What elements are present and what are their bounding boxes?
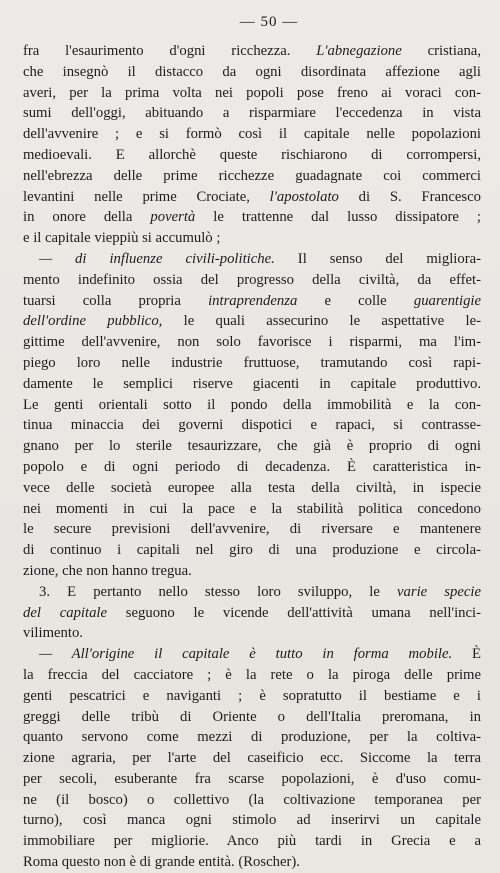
text-span: nei momenti in cui la pace e la stabilità politica concedono [23, 500, 481, 517]
text-line [23, 41, 481, 62]
text-line [23, 790, 481, 811]
text-line [23, 540, 481, 561]
text-span: mento indefinito ossia del progresso della civiltà, da effet- [23, 271, 481, 288]
text-span: fra l'esaurimento d'ogni ricchezza. [23, 43, 317, 59]
text-span: gittime dell'avvenire, non solo favorisce i risparmi, ma l'im- [23, 334, 481, 351]
text-line [23, 727, 481, 748]
text-line [23, 166, 481, 187]
text-line [23, 831, 481, 852]
text-line [23, 415, 481, 436]
text-line [23, 332, 481, 353]
text-span: genti pescatrici e naviganti ; è sopratutto il bestiame e i [23, 687, 481, 704]
text-line [23, 270, 481, 291]
text-line [23, 748, 481, 769]
text-span: cristiana, [401, 43, 481, 59]
text-span: Il senso del migliora- [274, 250, 481, 267]
text-span: di continuo i capitali nel giro di una produzione e circola- [23, 542, 481, 559]
italic-phrase: guarentigie [413, 292, 481, 309]
text-span: ne (il bosco) o collettivo (la coltivazione temporanea per [23, 791, 481, 808]
italic-phrase: — di influenze civili-politiche. [39, 250, 275, 267]
text-span: damente le semplici riserve giacenti in capitale produttivo. [23, 375, 481, 392]
text-span: tinua minaccia dei governi dispotici e rapaci, si contrasse- [23, 417, 481, 434]
text-span: turno), così manca ogni stimolo ad inserirvi un capitale [23, 812, 481, 829]
italic-phrase: intraprendenza [208, 292, 298, 309]
text-body [23, 41, 481, 873]
text-span: quanto servono come mezzi di produzione, per la coltiva- [23, 729, 481, 746]
text-line [23, 124, 481, 145]
text-line [23, 249, 481, 270]
text-span: per secoli, esuberante fra scarse popolazioni, è d'uso comu- [23, 770, 481, 787]
text-line [23, 207, 481, 228]
text-line [23, 436, 481, 457]
text-line [23, 707, 481, 728]
text-span: le quali assecurino le aspettative le- [162, 313, 481, 330]
text-line [23, 810, 481, 831]
text-span: zione, che non hanno tregua. [23, 562, 192, 579]
text-line [23, 499, 481, 520]
text-span: seguono le vicende dell'attività umana nell'inci- [107, 604, 481, 621]
text-span: È [452, 646, 481, 663]
italic-phrase: L'abnegazione [316, 43, 402, 59]
text-span: le trattenne dal lusso dissipatore ; [195, 209, 481, 226]
text-line [23, 395, 481, 416]
text-line [23, 478, 481, 499]
text-line [23, 353, 481, 374]
text-span: e il capitale vieppiù si accumulò ; [23, 230, 221, 247]
text-line [23, 623, 481, 644]
text-span: in onore della [23, 209, 151, 226]
text-span: averi, per la prima volta nei popoli pose freno ai voraci con- [23, 84, 481, 101]
text-line [23, 83, 481, 104]
text-line [23, 187, 481, 208]
text-line [23, 665, 481, 686]
text-span: Le genti orientali sotto il pondo della immobilità e la con- [23, 396, 481, 413]
text-span: popolo e di ogni periodo di decadenza. È caratteristica in- [23, 458, 481, 475]
italic-phrase: l'apostolato [269, 188, 339, 205]
text-line [23, 103, 481, 124]
text-span: zione agraria, per l'arte del caseificio ecc. Siccome la terra [23, 750, 481, 767]
text-line [23, 603, 481, 624]
text-span: gnano per lo sterile tesaurizzare, che già è proprio di ogni [23, 438, 481, 455]
text-span: nell'ebrezza delle prime ricchezze guadagnate coi commerci [23, 167, 481, 184]
page-number: — 50 — [239, 14, 299, 30]
italic-phrase: povertà [150, 209, 196, 226]
text-line [23, 686, 481, 707]
text-span: e colle [297, 292, 414, 309]
italic-phrase: varie specie [396, 583, 481, 600]
text-span: medioevali. E allorchè queste rischiarono di corrompersi, [23, 146, 481, 163]
text-span: le secure previsioni dell'avvenire, di riversare e mantenere [23, 521, 481, 538]
text-span: piego loro nelle industrie fruttuose, tramutando così rapi- [23, 354, 481, 371]
text-line [23, 519, 481, 540]
text-span: dell'avvenire ; e si formò così il capitale nelle popolazioni [23, 126, 481, 143]
text-line [23, 644, 481, 665]
text-line [23, 374, 481, 395]
text-span: Roma questo non è di grande entità. (Roscher). [23, 854, 300, 871]
text-line [23, 852, 481, 873]
text-span: immobiliare per migliorie. Anco più tardi in Grecia e a [23, 833, 481, 850]
text-line [23, 291, 481, 312]
text-line [23, 582, 481, 603]
text-span: tuarsi colla propria [23, 292, 209, 309]
text-line [23, 769, 481, 790]
text-line [23, 145, 481, 166]
text-span: vece delle società europee alla testa della civiltà, in ispecie [23, 479, 481, 496]
text-line [23, 561, 481, 582]
text-line [23, 62, 481, 83]
text-span: vilimento. [23, 625, 83, 642]
text-span: di S. Francesco [338, 188, 481, 205]
text-span: levantini nelle prime Crociate, [23, 188, 270, 205]
text-span: la freccia del cacciatore ; è la rete o la piroga delle prime [23, 666, 481, 683]
italic-phrase: dell'ordine pubblico, [23, 313, 163, 330]
text-span: sumi dell'oggi, abituando a risparmiare l'eccedenza in vista [23, 105, 481, 122]
text-span: greggi delle tribù di Oriente o dell'Italia preromana, in [23, 708, 481, 725]
italic-phrase: — All'origine il capitale è tutto in forma mobile. [39, 646, 453, 663]
italic-phrase: del capitale [23, 604, 108, 621]
text-line [23, 311, 481, 332]
text-span: 3. E pertanto nello stesso loro sviluppo, le [39, 583, 397, 600]
text-line [23, 228, 481, 249]
text-span: che insegnò il distacco da ogni disordinata affezione agli [23, 63, 481, 80]
text-line [23, 457, 481, 478]
